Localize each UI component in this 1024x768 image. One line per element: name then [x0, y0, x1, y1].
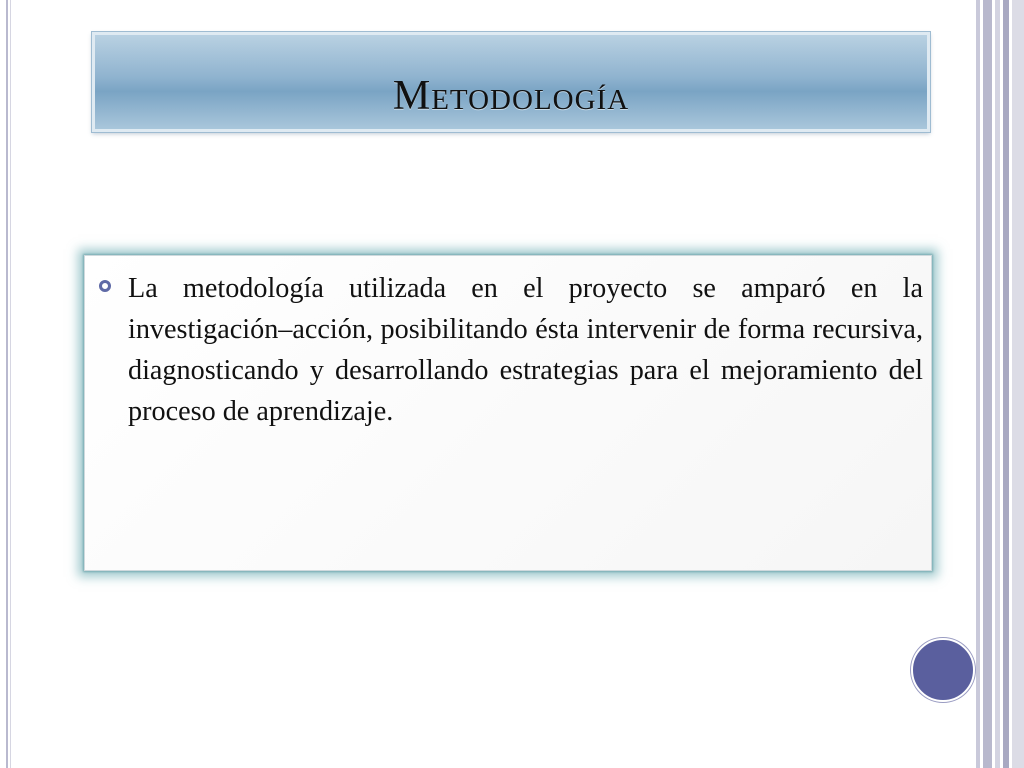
title-banner [92, 32, 930, 132]
left-border-line-inner [10, 0, 11, 768]
right-decor-stripe [995, 0, 1000, 768]
ring-bullet-icon [99, 280, 111, 292]
left-border-line [6, 0, 8, 768]
circle-ornament-icon [911, 638, 975, 702]
right-decor-stripe [983, 0, 992, 768]
bullet-text: La metodología utilizada en el proyecto se amparó en la investigación–acción, posibilitando ésta intervenir de forma recursiva, diagnosticando y desarrollando estrategias para el mejoramiento del proceso de aprendizaje. [128, 273, 923, 427]
slide-title: Metodología [392, 73, 630, 119]
right-decor-stripe [1003, 0, 1009, 768]
content-box [84, 255, 932, 571]
right-decor-stripe [1012, 0, 1024, 768]
right-decor-stripe [976, 0, 980, 768]
